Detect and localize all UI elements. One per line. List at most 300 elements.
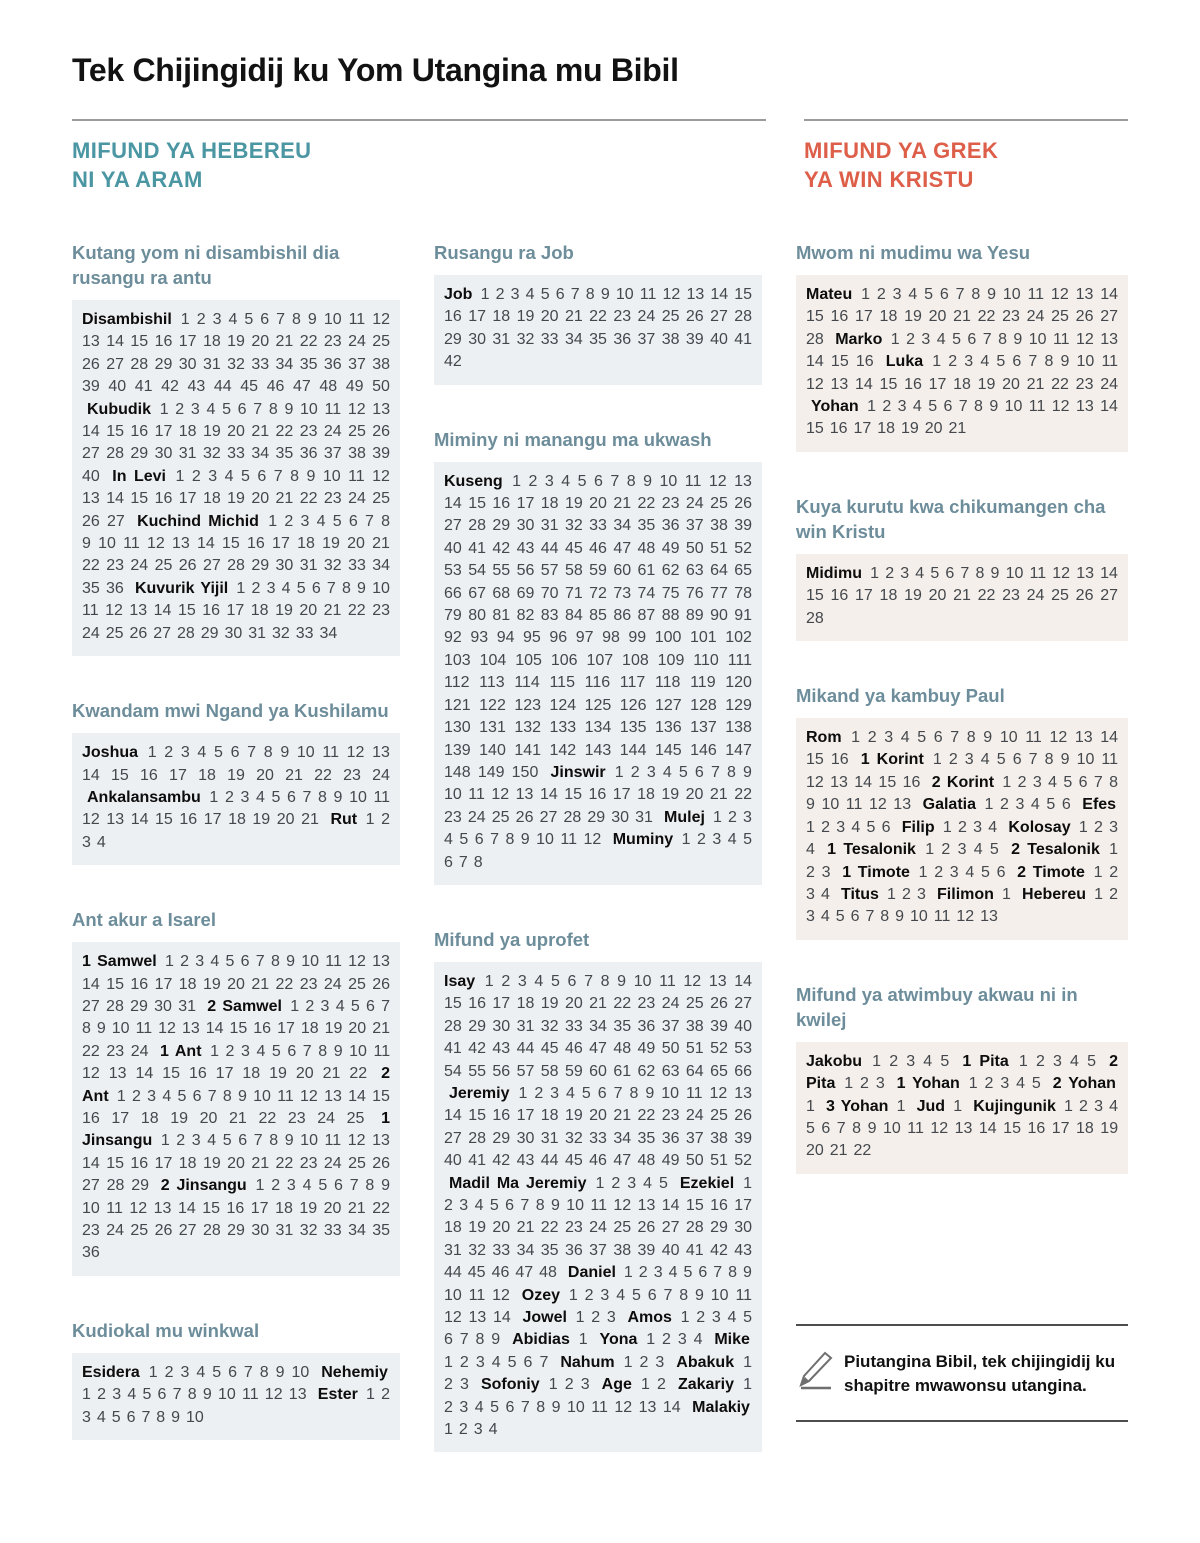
chapter-link[interactable]: 5 — [540, 286, 550, 303]
chapter-link[interactable]: 20 — [685, 786, 704, 804]
chapter-link[interactable]: 9 — [1060, 751, 1070, 769]
chapter-link[interactable]: 8 — [475, 1331, 485, 1349]
chapter-link[interactable]: 27 — [444, 517, 462, 535]
chapter-link[interactable]: 6 — [943, 398, 953, 416]
chapter-link[interactable]: 30 — [734, 1219, 753, 1237]
chapter-link[interactable]: 10 — [659, 472, 678, 490]
chapter-link[interactable]: 1 — [942, 818, 952, 836]
chapter-link[interactable]: 32 — [468, 1241, 486, 1259]
chapter-link[interactable]: 36 — [661, 517, 680, 535]
chapter-link[interactable]: 49 — [637, 1040, 656, 1058]
chapter-link[interactable]: 5 — [996, 353, 1006, 371]
book-name[interactable]: Jakobu — [806, 1052, 863, 1070]
chapter-link[interactable]: 12 — [264, 1386, 283, 1404]
chapter-link[interactable]: 23 — [287, 1109, 306, 1127]
chapter-link[interactable]: 9 — [895, 908, 905, 926]
chapter-link[interactable]: 14 — [978, 1119, 997, 1137]
chapter-link[interactable]: 19 — [202, 423, 221, 441]
chapter-link[interactable]: 4 — [96, 1408, 106, 1426]
chapter-link[interactable]: 14 — [1100, 564, 1118, 582]
chapter-link[interactable]: 32 — [540, 1017, 559, 1035]
chapter-link[interactable]: 10 — [253, 1087, 271, 1105]
chapter-link[interactable]: 8 — [268, 400, 278, 418]
chapter-link[interactable]: 5 — [743, 831, 752, 849]
chapter-link[interactable]: 25 — [372, 490, 391, 508]
chapter-link[interactable]: 10 — [111, 1020, 130, 1038]
chapter-link[interactable]: 37 — [348, 355, 366, 373]
chapter-link[interactable]: 93 — [470, 629, 489, 647]
chapter-link[interactable]: 40 — [734, 1017, 753, 1035]
chapter-link[interactable]: 2 — [639, 1353, 649, 1371]
chapter-link[interactable]: 6 — [597, 1084, 607, 1102]
chapter-link[interactable]: 42 — [492, 1152, 511, 1170]
chapter-link[interactable]: 28 — [468, 517, 486, 535]
chapter-link[interactable]: 6 — [1012, 353, 1022, 371]
chapter-link[interactable]: 4 — [980, 353, 990, 371]
chapter-link[interactable]: 46 — [266, 378, 285, 396]
chapter-link[interactable]: 5 — [240, 467, 250, 485]
chapter-link[interactable]: 32 — [272, 624, 290, 642]
chapter-link[interactable]: 24 — [348, 490, 366, 508]
chapter-link[interactable]: 3 — [212, 311, 222, 328]
chapter-link[interactable]: 12 — [346, 744, 365, 762]
chapter-link[interactable]: 23 — [1002, 308, 1020, 326]
chapter-link[interactable]: 6 — [287, 1042, 297, 1060]
chapter-link[interactable]: 31 — [178, 997, 196, 1015]
chapter-link[interactable]: 14 — [493, 1309, 511, 1327]
chapter-link[interactable]: 7 — [710, 763, 720, 781]
chapter-link[interactable]: 16 — [830, 308, 849, 326]
chapter-link[interactable]: 11 — [591, 1398, 608, 1416]
chapter-link[interactable]: 17 — [226, 602, 245, 620]
chapter-link[interactable]: 5 — [225, 953, 235, 971]
chapter-link[interactable]: 7 — [865, 908, 875, 926]
chapter-link[interactable]: 34 — [589, 1017, 607, 1035]
chapter-link[interactable]: 20 — [564, 995, 583, 1013]
chapter-link[interactable]: 11 — [1101, 353, 1119, 371]
chapter-link[interactable]: 16 — [492, 1107, 511, 1125]
chapter-link[interactable]: 8 — [259, 1363, 269, 1381]
chapter-link[interactable]: 12 — [105, 602, 123, 620]
chapter-link[interactable]: 35 — [589, 330, 607, 348]
chapter-link[interactable]: 13 — [181, 1020, 200, 1038]
chapter-link[interactable]: 2 — [458, 1421, 468, 1439]
chapter-link[interactable]: 1 — [255, 1177, 265, 1195]
chapter-link[interactable]: 35 — [299, 355, 318, 373]
chapter-link[interactable]: 8 — [880, 908, 890, 926]
chapter-link[interactable]: 1 — [116, 1087, 126, 1105]
chapter-link[interactable]: 1 — [147, 744, 157, 762]
chapter-link[interactable]: 3 — [646, 763, 656, 781]
chapter-link[interactable]: 31 — [248, 624, 267, 642]
chapter-link[interactable]: 48 — [319, 378, 338, 396]
chapter-link[interactable]: 124 — [549, 696, 577, 714]
chapter-link[interactable]: 106 — [550, 651, 578, 669]
chapter-link[interactable]: 2 — [381, 1386, 391, 1404]
chapter-link[interactable]: 41 — [444, 1040, 462, 1058]
chapter-link[interactable]: 9 — [990, 564, 1000, 582]
chapter-link[interactable]: 25 — [710, 1107, 728, 1125]
chapter-link[interactable]: 12 — [956, 908, 975, 926]
chapter-link[interactable]: 26 — [1075, 308, 1094, 326]
chapter-link[interactable]: 18 — [178, 975, 197, 993]
chapter-link[interactable]: 30 — [154, 445, 173, 463]
chapter-link[interactable]: 8 — [535, 1197, 545, 1214]
chapter-link[interactable]: 1 — [366, 1386, 375, 1404]
chapter-link[interactable]: 99 — [628, 629, 647, 647]
book-name[interactable]: 2 Timote — [1017, 863, 1085, 881]
book-name[interactable]: Disambishil — [82, 311, 172, 328]
chapter-link[interactable]: 12 — [347, 1132, 366, 1150]
chapter-link[interactable]: 24 — [130, 557, 149, 575]
chapter-link[interactable]: 21 — [564, 308, 583, 326]
chapter-link[interactable]: 17 — [468, 308, 486, 326]
chapter-link[interactable]: 10 — [1076, 751, 1095, 769]
chapter-link[interactable]: 36 — [637, 1017, 656, 1035]
chapter-link[interactable]: 28 — [106, 445, 124, 463]
chapter-link[interactable]: 21 — [589, 995, 607, 1013]
chapter-link[interactable]: 6 — [228, 1363, 237, 1381]
chapter-link[interactable]: 18 — [540, 1107, 559, 1125]
chapter-link[interactable]: 3 — [180, 744, 190, 762]
chapter-link[interactable]: 30 — [492, 1017, 511, 1035]
chapter-link[interactable]: 12 — [1075, 330, 1094, 348]
chapter-link[interactable]: 6 — [594, 472, 603, 490]
chapter-link[interactable]: 4 — [316, 512, 326, 530]
chapter-link[interactable]: 20 — [347, 535, 365, 553]
chapter-link[interactable]: 22 — [540, 1219, 559, 1237]
chapter-link[interactable]: 125 — [584, 696, 612, 714]
chapter-link[interactable]: 6 — [348, 512, 358, 530]
chapter-link[interactable]: 91 — [734, 607, 753, 625]
chapter-link[interactable]: 3 — [806, 885, 815, 903]
chapter-link[interactable]: 33 — [589, 1129, 607, 1147]
chapter-link[interactable]: 22 — [314, 766, 332, 784]
chapter-link[interactable]: 41 — [685, 1241, 704, 1259]
chapter-link[interactable]: 20 — [540, 308, 559, 326]
chapter-link[interactable]: 16 — [855, 353, 874, 371]
chapter-link[interactable]: 2 — [662, 1331, 671, 1349]
chapter-link[interactable]: 142 — [549, 741, 577, 759]
chapter-link[interactable]: 30 — [154, 997, 172, 1015]
chapter-link[interactable]: 8 — [998, 330, 1007, 348]
chapter-link[interactable]: 51 — [710, 1152, 728, 1170]
chapter-link[interactable]: 56 — [492, 1062, 511, 1080]
chapter-link[interactable]: 31 — [444, 1241, 462, 1259]
chapter-link[interactable]: 5 — [507, 1353, 517, 1371]
chapter-link[interactable]: 72 — [589, 584, 607, 602]
chapter-link[interactable]: 11 — [468, 786, 485, 804]
chapter-link[interactable]: 18 — [879, 308, 898, 326]
chapter-link[interactable]: 4 — [980, 751, 990, 769]
chapter-link[interactable]: 6 — [126, 1408, 136, 1426]
chapter-link[interactable]: 85 — [589, 607, 607, 625]
chapter-link[interactable]: 30 — [611, 808, 630, 826]
book-name[interactable]: In Levi — [112, 467, 166, 485]
chapter-link[interactable]: 9 — [743, 1264, 752, 1282]
chapter-link[interactable]: 35 — [613, 1017, 632, 1035]
chapter-link[interactable]: 11 — [845, 796, 863, 814]
chapter-link[interactable]: 137 — [690, 719, 717, 737]
chapter-link[interactable]: 52 — [734, 1152, 753, 1170]
chapter-link[interactable]: 13 — [171, 535, 190, 553]
chapter-link[interactable]: 9 — [806, 796, 815, 814]
chapter-link[interactable]: 18 — [516, 995, 535, 1013]
chapter-link[interactable]: 3 — [180, 1363, 190, 1381]
chapter-link[interactable]: 4 — [335, 997, 345, 1015]
chapter-link[interactable]: 67 — [468, 584, 486, 602]
chapter-link[interactable]: 21 — [229, 1109, 247, 1127]
chapter-link[interactable]: 17 — [492, 995, 511, 1013]
chapter-link[interactable]: 52 — [734, 539, 753, 557]
chapter-link[interactable]: 8 — [1044, 751, 1054, 769]
book-name[interactable]: Abakuk — [676, 1353, 735, 1371]
chapter-link[interactable]: 4 — [668, 1264, 678, 1282]
chapter-link[interactable]: 126 — [619, 696, 647, 714]
chapter-link[interactable]: 29 — [251, 557, 270, 575]
chapter-link[interactable]: 7 — [365, 512, 374, 530]
chapter-link[interactable]: 101 — [690, 629, 717, 647]
chapter-link[interactable]: 8 — [341, 579, 351, 597]
chapter-link[interactable]: 62 — [637, 1062, 656, 1080]
chapter-link[interactable]: 1 — [867, 398, 876, 416]
chapter-link[interactable]: 8 — [270, 953, 280, 971]
chapter-link[interactable]: 18 — [178, 423, 197, 441]
chapter-link[interactable]: 23 — [564, 1219, 583, 1237]
chapter-link[interactable]: 7 — [273, 467, 283, 485]
chapter-link[interactable]: 1 — [268, 512, 278, 530]
chapter-link[interactable]: 2 — [584, 1286, 594, 1304]
chapter-link[interactable]: 118 — [654, 674, 681, 692]
chapter-link[interactable]: 18 — [953, 375, 971, 393]
chapter-link[interactable]: 12 — [146, 535, 165, 553]
chapter-link[interactable]: 10 — [444, 786, 462, 804]
chapter-link[interactable]: 1 — [870, 564, 880, 582]
chapter-link[interactable]: 11 — [277, 1087, 294, 1105]
chapter-link[interactable]: 128 — [690, 696, 717, 714]
chapter-link[interactable]: 4 — [851, 818, 861, 836]
chapter-link[interactable]: 13 — [980, 908, 998, 926]
chapter-link[interactable]: 11 — [735, 1286, 753, 1304]
chapter-link[interactable]: 10 — [300, 1132, 318, 1150]
chapter-link[interactable]: 9 — [381, 1177, 391, 1195]
chapter-link[interactable]: 5 — [659, 1174, 668, 1192]
chapter-link[interactable]: 22 — [275, 423, 294, 441]
chapter-link[interactable]: 5 — [928, 398, 938, 416]
chapter-link[interactable]: 15 — [806, 308, 824, 326]
chapter-link[interactable]: 17 — [215, 1065, 234, 1083]
chapter-link[interactable]: 11 — [373, 1042, 391, 1060]
chapter-link[interactable]: 36 — [323, 355, 342, 373]
chapter-link[interactable]: 3 — [191, 1132, 201, 1150]
chapter-link[interactable]: 33 — [295, 624, 314, 642]
chapter-link[interactable]: 4 — [444, 831, 453, 849]
chapter-link[interactable]: 23 — [82, 1222, 100, 1239]
chapter-link[interactable]: 4 — [806, 841, 815, 859]
chapter-link[interactable]: 7 — [958, 398, 968, 416]
chapter-link[interactable]: 2 — [638, 1264, 648, 1282]
book-name[interactable]: Titus — [841, 885, 879, 903]
chapter-link[interactable]: 35 — [540, 1241, 559, 1259]
chapter-link[interactable]: 14 — [153, 602, 172, 620]
chapter-link[interactable]: 7 — [243, 1363, 253, 1381]
chapter-link[interactable]: 45 — [240, 378, 259, 396]
chapter-link[interactable]: 36 — [661, 1129, 680, 1147]
chapter-link[interactable]: 74 — [637, 584, 656, 602]
chapter-link[interactable]: 30 — [516, 517, 535, 535]
chapter-link[interactable]: 29 — [492, 517, 511, 535]
chapter-link[interactable]: 6 — [334, 1177, 343, 1195]
chapter-link[interactable]: 2 — [876, 286, 886, 303]
book-name[interactable]: Kuchind Michid — [137, 512, 259, 530]
chapter-link[interactable]: 7 — [302, 1042, 312, 1060]
chapter-link[interactable]: 3 — [147, 1087, 157, 1105]
chapter-link[interactable]: 23 — [299, 1154, 318, 1172]
chapter-link[interactable]: 4 — [561, 472, 571, 490]
chapter-link[interactable]: 22 — [347, 602, 366, 620]
chapter-link[interactable]: 10 — [882, 1119, 901, 1137]
book-name[interactable]: Joshua — [82, 744, 139, 762]
chapter-link[interactable]: 8 — [728, 1264, 738, 1282]
chapter-link[interactable]: 19 — [901, 420, 919, 438]
chapter-link[interactable]: 47 — [613, 539, 632, 557]
chapter-link[interactable]: 5 — [177, 1087, 187, 1105]
chapter-link[interactable]: 27 — [710, 308, 728, 326]
chapter-link[interactable]: 2 — [459, 1353, 469, 1371]
chapter-link[interactable]: 24 — [106, 1222, 124, 1239]
chapter-link[interactable]: 1 — [918, 863, 928, 881]
chapter-link[interactable]: 110 — [693, 651, 719, 669]
chapter-link[interactable]: 2 — [941, 841, 951, 859]
chapter-link[interactable]: 1 — [518, 1084, 528, 1102]
chapter-link[interactable]: 9 — [1060, 353, 1070, 371]
chapter-link[interactable]: 15 — [878, 773, 897, 791]
chapter-link[interactable]: 9 — [238, 1087, 247, 1105]
chapter-link[interactable]: 24 — [1026, 308, 1045, 326]
chapter-link[interactable]: 2 — [630, 763, 640, 781]
chapter-link[interactable]: 21 — [323, 602, 342, 620]
chapter-link[interactable]: 18 — [242, 1065, 261, 1083]
chapter-link[interactable]: 30 — [468, 330, 486, 348]
chapter-link[interactable]: 1 — [890, 330, 900, 348]
chapter-link[interactable]: 2 — [271, 1177, 281, 1195]
chapter-link[interactable]: 1 — [646, 1331, 656, 1349]
chapter-link[interactable]: 9 — [280, 744, 290, 762]
chapter-link[interactable]: 26 — [82, 512, 100, 530]
chapter-link[interactable]: 5 — [678, 763, 688, 781]
chapter-link[interactable]: 19 — [227, 490, 245, 508]
chapter-link[interactable]: 41 — [134, 378, 153, 396]
chapter-link[interactable]: 12 — [930, 1119, 949, 1137]
chapter-link[interactable]: 111 — [727, 651, 753, 669]
chapter-link[interactable]: 10 — [300, 400, 318, 418]
chapter-link[interactable]: 4 — [643, 1174, 653, 1192]
chapter-link[interactable]: 7 — [349, 1177, 359, 1195]
chapter-link[interactable]: 27 — [178, 1222, 197, 1239]
chapter-link[interactable]: 21 — [709, 786, 728, 804]
chapter-link[interactable]: 2 — [1109, 863, 1119, 881]
chapter-link[interactable]: 16 — [154, 333, 173, 351]
chapter-link[interactable]: 7 — [520, 1197, 530, 1214]
chapter-link[interactable]: 11 — [123, 535, 140, 553]
chapter-link[interactable]: 3 — [711, 1309, 721, 1327]
chapter-link[interactable]: 2 — [806, 863, 815, 881]
chapter-link[interactable]: 11 — [348, 311, 366, 328]
chapter-link[interactable]: 9 — [989, 398, 999, 416]
chapter-link[interactable]: 4 — [488, 1421, 498, 1439]
chapter-link[interactable]: 21 — [285, 766, 303, 784]
chapter-link[interactable]: 22 — [258, 1109, 277, 1127]
chapter-link[interactable]: 8 — [269, 1132, 279, 1150]
book-name[interactable]: 1 Samwel — [82, 953, 157, 971]
chapter-link[interactable]: 87 — [637, 607, 656, 625]
chapter-link[interactable]: 2 — [501, 972, 511, 990]
chapter-link[interactable]: 10 — [567, 1398, 585, 1416]
chapter-link[interactable]: 16 — [140, 766, 158, 784]
chapter-link[interactable]: 15 — [444, 995, 462, 1013]
chapter-link[interactable]: 14 — [661, 1197, 680, 1214]
chapter-link[interactable]: 2 — [957, 818, 967, 836]
chapter-link[interactable]: 11 — [1052, 330, 1070, 348]
chapter-link[interactable]: 25 — [1051, 587, 1069, 605]
chapter-link[interactable]: 6 — [821, 1119, 831, 1137]
chapter-link[interactable]: 18 — [202, 490, 221, 508]
chapter-link[interactable]: 3 — [473, 1421, 483, 1439]
chapter-link[interactable]: 15 — [130, 333, 149, 351]
book-name[interactable]: 1 Tesalonik — [827, 841, 916, 859]
chapter-link[interactable]: 21 — [251, 1154, 270, 1172]
chapter-link[interactable]: 136 — [654, 719, 682, 737]
chapter-link[interactable]: 5 — [940, 1052, 950, 1070]
chapter-link[interactable]: 40 — [444, 539, 462, 557]
chapter-link[interactable]: 4 — [693, 1331, 703, 1349]
chapter-link[interactable]: 12 — [614, 1398, 633, 1416]
chapter-link[interactable]: 61 — [613, 1062, 632, 1080]
chapter-link[interactable]: 1 — [290, 997, 300, 1015]
chapter-link[interactable]: 4 — [1048, 773, 1058, 791]
chapter-link[interactable]: 22 — [372, 1199, 390, 1217]
chapter-link[interactable]: 26 — [178, 557, 197, 575]
chapter-link[interactable]: 2 — [821, 818, 831, 836]
chapter-link[interactable]: 20 — [227, 423, 245, 441]
chapter-link[interactable]: 19 — [564, 1107, 583, 1125]
book-name[interactable]: Yohan — [811, 398, 859, 416]
chapter-link[interactable]: 31 — [492, 330, 511, 348]
chapter-link[interactable]: 8 — [187, 1386, 197, 1404]
chapter-link[interactable]: 6 — [444, 853, 453, 871]
chapter-link[interactable]: 21 — [372, 535, 390, 553]
chapter-link[interactable]: 6 — [192, 1087, 202, 1105]
chapter-link[interactable]: 23 — [343, 766, 361, 784]
chapter-link[interactable]: 19 — [904, 587, 922, 605]
chapter-link[interactable]: 12 — [372, 311, 390, 328]
chapter-link[interactable]: 20 — [589, 495, 607, 513]
chapter-link[interactable]: 1 — [578, 1331, 588, 1349]
chapter-link[interactable]: 2 — [444, 1398, 453, 1416]
book-name[interactable]: Mateu — [806, 286, 853, 303]
chapter-link[interactable]: 3 — [600, 1286, 610, 1304]
book-name[interactable]: Ankalansambu — [87, 788, 201, 806]
chapter-link[interactable]: 26 — [710, 995, 728, 1013]
chapter-link[interactable]: 24 — [372, 766, 390, 784]
chapter-link[interactable]: 70 — [540, 584, 559, 602]
chapter-link[interactable]: 7 — [381, 997, 391, 1015]
chapter-link[interactable]: 22 — [637, 1107, 656, 1125]
chapter-link[interactable]: 12 — [662, 286, 681, 303]
chapter-link[interactable]: 7 — [610, 472, 620, 490]
chapter-link[interactable]: 7 — [172, 1386, 182, 1404]
chapter-link[interactable]: 29 — [492, 1129, 511, 1147]
